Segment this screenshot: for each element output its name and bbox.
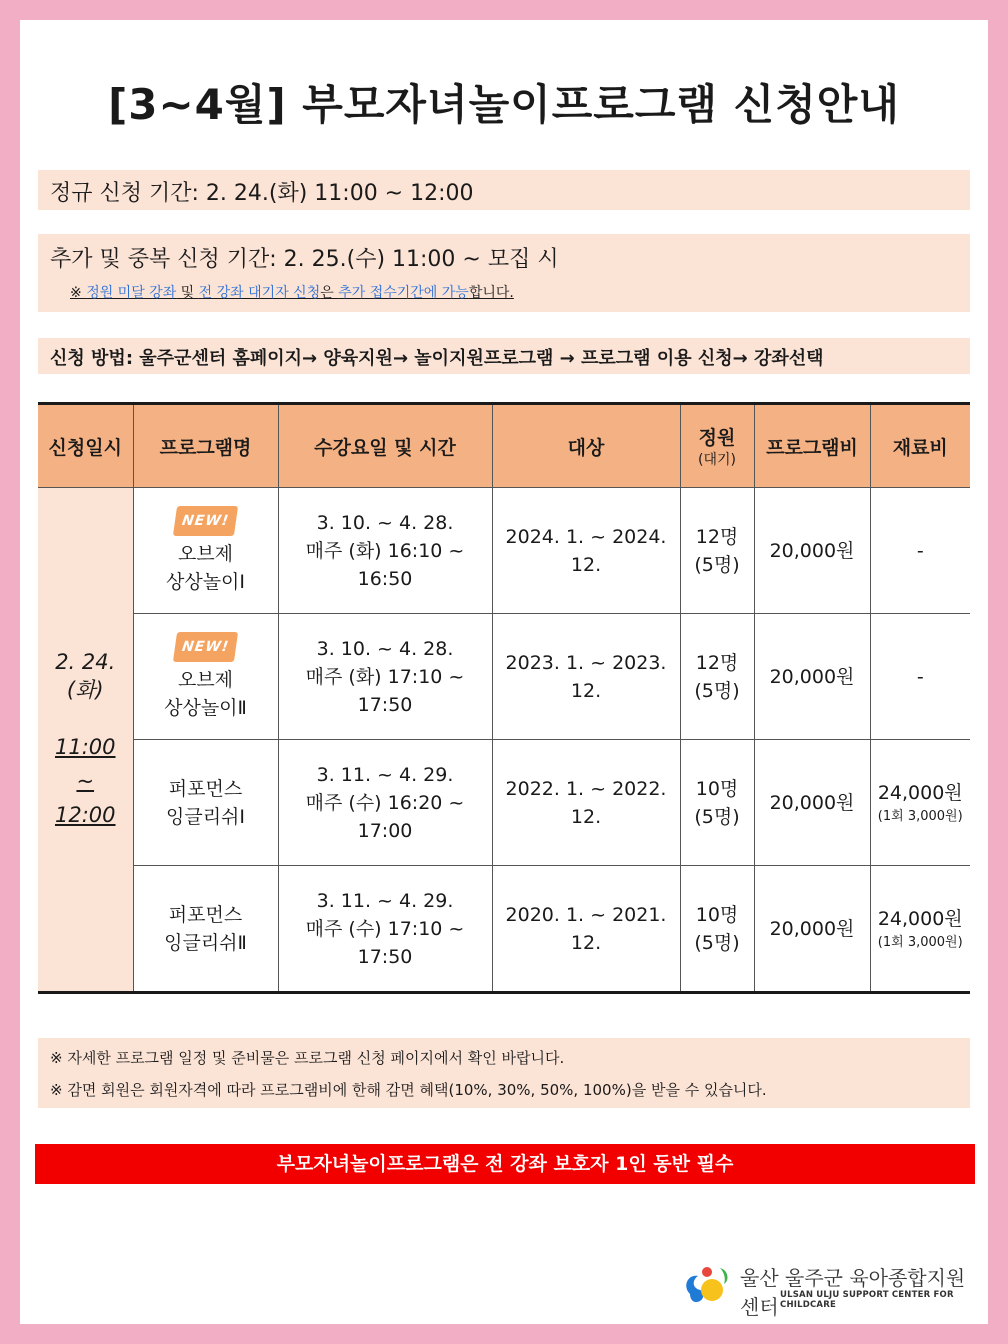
waitlist-value: (5명) bbox=[694, 553, 740, 576]
fee-cell: 20,000원 bbox=[754, 740, 870, 866]
application-start-time: 11:00 bbox=[54, 734, 116, 759]
table-header-row bbox=[38, 404, 970, 488]
fee-cell: 20,000원 bbox=[754, 614, 870, 740]
center-name: 울산 울주군 육아종합지원센터 bbox=[740, 1266, 966, 1319]
program-name-line1: 오브제 bbox=[177, 669, 234, 691]
table-row bbox=[38, 614, 970, 740]
note-part4: 은 bbox=[320, 285, 339, 301]
program-name-line1: 퍼포먼스 bbox=[168, 903, 243, 926]
application-time-sep: ~ bbox=[76, 768, 95, 793]
material-per-session: (1회 3,000원) bbox=[877, 808, 963, 824]
schedule-time: 매주 (화) 16:10 ~ 16:50 bbox=[305, 539, 465, 590]
schedule-time: 매주 (수) 16:20 ~ 17:00 bbox=[305, 791, 465, 842]
table-row bbox=[38, 866, 970, 993]
notice-page bbox=[20, 20, 988, 1324]
page-title: [3~4월] 부모자녀놀이프로그램 신청안내 bbox=[108, 80, 900, 129]
note-schedule: ※ 자세한 프로그램 일정 및 준비물은 프로그램 신청 페이지에서 확인 바랍니다. bbox=[50, 1049, 565, 1067]
target-cell: 2024. 1. ~ 2024. 12. bbox=[492, 488, 680, 614]
program-name-cell bbox=[133, 866, 278, 993]
schedule-dates: 3. 10. ~ 4. 28. bbox=[316, 637, 454, 660]
capacity-value: 12명 bbox=[695, 651, 739, 674]
note-part1: 정원 미달 강좌 bbox=[86, 285, 177, 301]
center-logo-icon bbox=[680, 1260, 732, 1308]
note-part6: 합니다. bbox=[468, 285, 514, 301]
capacity-cell bbox=[680, 866, 754, 993]
program-name-line2: 잉글리쉬Ⅰ bbox=[165, 805, 246, 828]
extra-period-text: 추가 및 중복 신청 기간: 2. 25.(수) 11:00 ~ 모집 시 bbox=[50, 247, 559, 272]
material-cell bbox=[870, 488, 970, 614]
fee-cell: 20,000원 bbox=[754, 866, 870, 993]
application-date-cell bbox=[38, 488, 133, 993]
table-row bbox=[38, 488, 970, 614]
schedule-table bbox=[38, 402, 970, 994]
note-part2: 및 bbox=[176, 285, 199, 301]
note-part3: 전 강좌 대기자 신청 bbox=[198, 285, 321, 301]
guardian-required-banner: 부모자녀놀이프로그램은 전 강좌 보호자 1인 동반 필수 bbox=[35, 1144, 975, 1184]
program-name-cell bbox=[133, 488, 278, 614]
schedule-time: 매주 (수) 17:10 ~ 17:50 bbox=[305, 917, 465, 968]
header-material: 재료비 bbox=[870, 404, 970, 488]
application-end-time: 12:00 bbox=[54, 802, 116, 827]
material-value: - bbox=[916, 539, 924, 562]
schedule-cell bbox=[278, 866, 492, 993]
program-name-cell bbox=[133, 740, 278, 866]
program-name-line1: 오브제 bbox=[177, 543, 234, 565]
extra-period-band bbox=[38, 234, 970, 312]
header-program: 프로그램명 bbox=[133, 404, 278, 488]
new-badge: NEW! bbox=[173, 506, 238, 536]
schedule-dates: 3. 11. ~ 4. 29. bbox=[316, 889, 454, 912]
new-badge: NEW! bbox=[173, 632, 238, 662]
material-cell bbox=[870, 740, 970, 866]
center-logo bbox=[680, 1260, 980, 1319]
header-target: 대상 bbox=[492, 404, 680, 488]
material-value: - bbox=[916, 665, 924, 688]
program-name-line2: 상상놀이Ⅰ bbox=[165, 571, 246, 593]
capacity-value: 12명 bbox=[695, 525, 739, 548]
capacity-value: 10명 bbox=[695, 903, 739, 926]
target-cell: 2022. 1. ~ 2022. 12. bbox=[492, 740, 680, 866]
fee-cell: 20,000원 bbox=[754, 488, 870, 614]
method-band bbox=[38, 338, 970, 374]
waitlist-value: (5명) bbox=[694, 679, 740, 702]
schedule-time: 매주 (화) 17:10 ~ 17:50 bbox=[305, 665, 465, 716]
capacity-cell bbox=[680, 614, 754, 740]
application-day: 2. 24.(화) bbox=[55, 649, 116, 702]
schedule-cell bbox=[278, 488, 492, 614]
program-name-line2: 잉글리쉬Ⅱ bbox=[164, 931, 247, 954]
schedule-cell bbox=[278, 614, 492, 740]
header-capacity-sub: (대기) bbox=[698, 451, 736, 468]
program-name-cell bbox=[133, 614, 278, 740]
schedule-cell bbox=[278, 740, 492, 866]
regular-period-text: 정규 신청 기간: 2. 24.(화) 11:00 ~ 12:00 bbox=[50, 181, 474, 206]
note-part5: 추가 접수기간에 가능 bbox=[338, 285, 469, 301]
table-row bbox=[38, 740, 970, 866]
schedule-dates: 3. 10. ~ 4. 28. bbox=[316, 511, 454, 534]
extra-period-note bbox=[70, 282, 514, 302]
capacity-cell bbox=[680, 740, 754, 866]
program-name-line1: 퍼포먼스 bbox=[168, 777, 243, 800]
header-date: 신청일시 bbox=[38, 404, 133, 488]
target-cell: 2020. 1. ~ 2021. 12. bbox=[492, 866, 680, 993]
waitlist-value: (5명) bbox=[694, 931, 740, 954]
header-capacity bbox=[680, 404, 754, 488]
schedule-dates: 3. 11. ~ 4. 29. bbox=[316, 763, 454, 786]
header-capacity-label: 정원 bbox=[698, 426, 736, 449]
regular-period-band bbox=[38, 170, 970, 210]
note-prefix: ※ bbox=[70, 285, 87, 301]
header-schedule: 수강요일 및 시간 bbox=[278, 404, 492, 488]
method-text: 신청 방법: 울주군센터 홈페이지→ 양육지원→ 놀이지원프로그램 → 프로그램 이용 신청→ 강좌선택 bbox=[50, 348, 824, 369]
header-fee: 프로그램비 bbox=[754, 404, 870, 488]
material-value: 24,000원 bbox=[877, 781, 963, 804]
notes-box bbox=[38, 1038, 970, 1108]
material-per-session: (1회 3,000원) bbox=[877, 934, 963, 950]
material-value: 24,000원 bbox=[877, 907, 963, 930]
note-discount: ※ 감면 회원은 회원자격에 따라 프로그램비에 한해 감면 혜택(10%, 30%, 50%, 100%)을 받을 수 있습니다. bbox=[50, 1081, 767, 1099]
capacity-cell bbox=[680, 488, 754, 614]
center-name-english: ULSAN ULJU SUPPORT CENTER FOR CHILDCARE bbox=[780, 1290, 954, 1310]
program-name-line2: 상상놀이Ⅱ bbox=[164, 697, 247, 719]
waitlist-value: (5명) bbox=[694, 805, 740, 828]
target-cell: 2023. 1. ~ 2023. 12. bbox=[492, 614, 680, 740]
material-cell bbox=[870, 866, 970, 993]
capacity-value: 10명 bbox=[695, 777, 739, 800]
material-cell bbox=[870, 614, 970, 740]
